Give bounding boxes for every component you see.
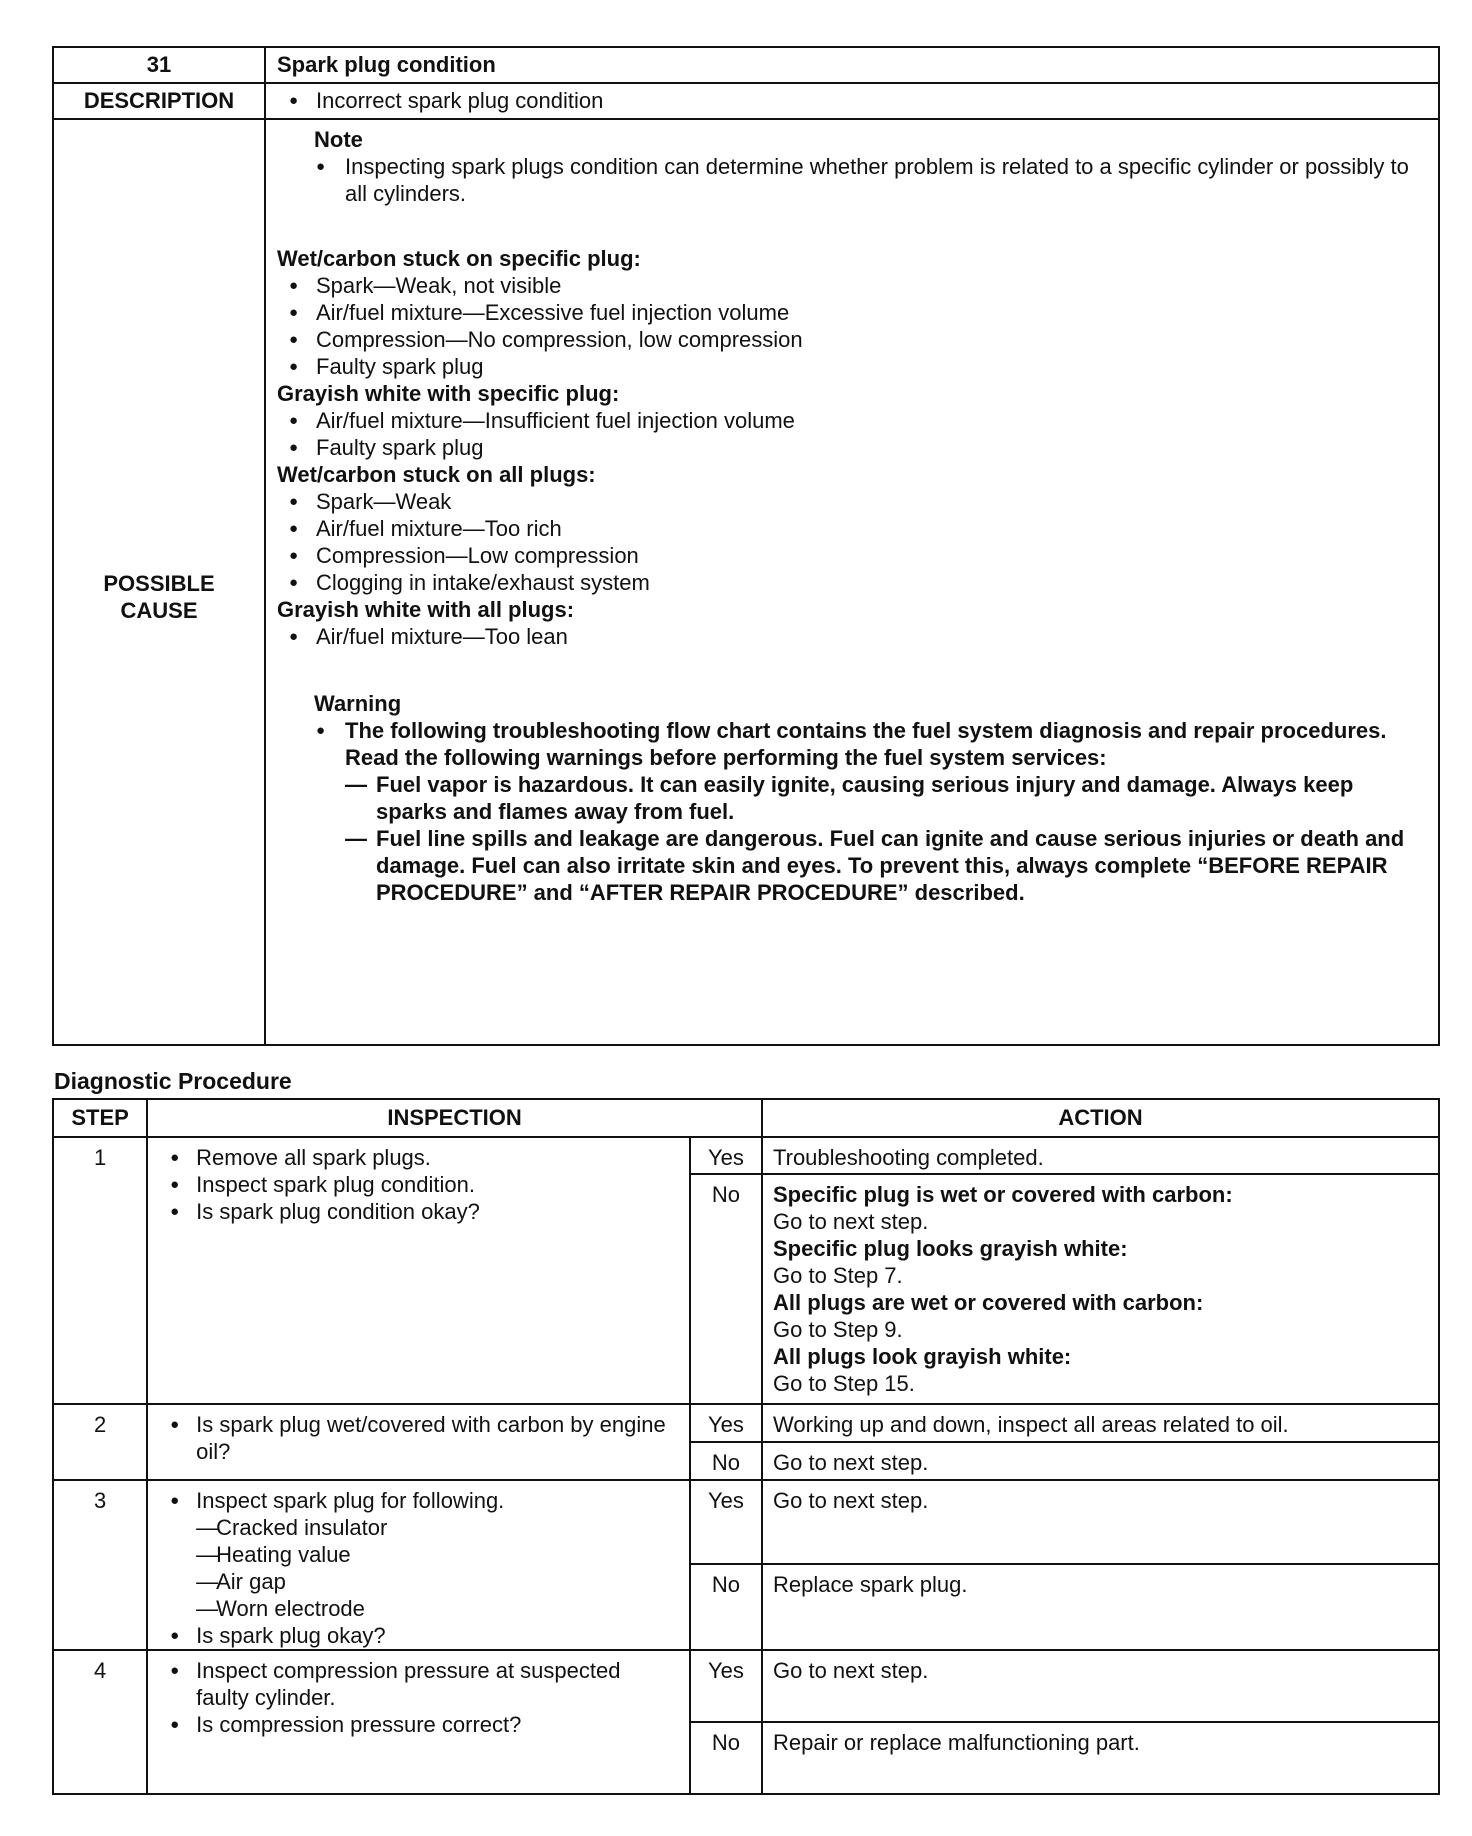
step-4-yes-row <box>53 1650 1439 1722</box>
note-text: ● Inspecting spark plugs condition can determine whether problem is related to a specific cylinder or possibly to all cylinders. <box>314 153 1416 207</box>
step-1-yes-row <box>53 1137 1439 1174</box>
cause-item: ● Compression—Low compression <box>277 542 1416 569</box>
inspection-subitem: — Cracked insulator <box>148 1514 679 1541</box>
no-action <box>762 1174 1439 1404</box>
cause-item: ● Clogging in intake/exhaust system <box>277 569 1416 596</box>
inspection-subitem: — Heating value <box>148 1541 679 1568</box>
branch-condition: Specific plug is wet or covered with carbon: <box>773 1182 1233 1207</box>
inspection-item: ● Inspect spark plug condition. <box>148 1171 679 1198</box>
cause-group <box>277 596 1416 650</box>
inspection-item: ● Remove all spark plugs. <box>148 1144 679 1171</box>
step-inspection <box>147 1137 690 1404</box>
inspection-item: ● Is compression pressure correct? <box>148 1711 679 1738</box>
warning-dash-item: — Fuel line spills and leakage are dangerous. Fuel can ignite and cause serious injuries or death and damage. Fuel can also irritate skin and eyes. To prevent this, always complete “BEFORE REPAIR PROCEDURE” and “AFTER REPAIR PROCEDURE” described. <box>345 825 1416 906</box>
cause-item: ● Spark—Weak <box>277 488 1416 515</box>
step-inspection <box>147 1404 690 1480</box>
step-inspection <box>147 1480 690 1650</box>
yes-label: Yes <box>690 1404 762 1442</box>
yes-action: Troubleshooting completed. <box>762 1137 1439 1174</box>
condition-table <box>52 46 1440 1046</box>
step-number: 1 <box>53 1137 147 1404</box>
cause-group <box>277 380 1416 461</box>
no-action: Go to next step. <box>762 1442 1439 1480</box>
note-block <box>277 126 1416 207</box>
branch-target: Go to Step 9. <box>773 1317 903 1342</box>
description-cell <box>265 83 1439 119</box>
group-heading: Wet/carbon stuck on all plugs: <box>277 462 596 487</box>
branch-condition: Specific plug looks grayish white: <box>773 1236 1128 1261</box>
yes-label: Yes <box>690 1480 762 1564</box>
note-heading: Note <box>314 127 363 152</box>
no-label: No <box>690 1174 762 1404</box>
branch-condition: All plugs are wet or covered with carbon: <box>773 1290 1204 1315</box>
step-2-yes-row <box>53 1404 1439 1442</box>
cause-item: ● Spark—Weak, not visible <box>277 272 1416 299</box>
inspection-item: ● Inspect compression pressure at suspected faulty cylinder. <box>148 1657 679 1711</box>
cause-item: ● Faulty spark plug <box>277 434 1416 461</box>
branch-condition: All plugs look grayish white: <box>773 1344 1072 1369</box>
condition-title: Spark plug condition <box>265 47 1439 83</box>
yes-label: Yes <box>690 1137 762 1174</box>
possible-cause-content <box>265 119 1439 1045</box>
no-label: No <box>690 1722 762 1794</box>
warning-dash-item: — Fuel vapor is hazardous. It can easily ignite, causing serious injury and damage. Always keep sparks and flames away from fuel. <box>345 771 1416 825</box>
no-label: No <box>690 1564 762 1650</box>
yes-action: Go to next step. <box>762 1650 1439 1722</box>
possible-cause-row <box>53 119 1439 1045</box>
step-number: 2 <box>53 1404 147 1480</box>
possible-cause-label-line1: POSSIBLE <box>103 571 215 596</box>
no-label: No <box>690 1442 762 1480</box>
description-text: ● Incorrect spark plug condition <box>277 84 1438 118</box>
cause-item: ● Air/fuel mixture—Excessive fuel injection volume <box>277 299 1416 326</box>
yes-action: Go to next step. <box>762 1480 1439 1564</box>
yes-label: Yes <box>690 1650 762 1722</box>
no-action: Replace spark plug. <box>762 1564 1439 1650</box>
cause-item: ● Compression—No compression, low compression <box>277 326 1416 353</box>
group-heading: Wet/carbon stuck on specific plug: <box>277 246 641 271</box>
title-row <box>53 47 1439 83</box>
header-row <box>53 1099 1439 1137</box>
inspection-item: ● Is spark plug wet/covered with carbon by engine oil? <box>148 1411 679 1465</box>
diagnostic-procedure-title: Diagnostic Procedure <box>54 1068 292 1094</box>
branch-target: Go to Step 7. <box>773 1263 903 1288</box>
description-row <box>53 83 1439 119</box>
warning-text: ● The following troubleshooting flow chart contains the fuel system diagnosis and repair procedures. Read the following warnings before performing the fuel system services: <box>314 717 1416 771</box>
branch-target: Go to Step 15. <box>773 1371 915 1396</box>
step-3-yes-row <box>53 1480 1439 1564</box>
step-number: 4 <box>53 1650 147 1794</box>
group-heading: Grayish white with specific plug: <box>277 381 620 406</box>
inspection-subitem: — Worn electrode <box>148 1595 679 1622</box>
warning-heading: Warning <box>314 691 402 716</box>
code-number: 31 <box>53 47 265 83</box>
inspection-item: ● Is spark plug okay? <box>148 1622 679 1649</box>
cause-group <box>277 461 1416 596</box>
header-step: STEP <box>53 1099 147 1137</box>
possible-cause-label <box>53 119 265 1045</box>
cause-item: ● Faulty spark plug <box>277 353 1416 380</box>
warning-block <box>277 690 1416 906</box>
cause-group <box>277 245 1416 380</box>
inspection-item: ● Is spark plug condition okay? <box>148 1198 679 1225</box>
cause-item: ● Air/fuel mixture—Too lean <box>277 623 1416 650</box>
inspection-subitem: — Air gap <box>148 1568 679 1595</box>
step-number: 3 <box>53 1480 147 1650</box>
cause-item: ● Air/fuel mixture—Too rich <box>277 515 1416 542</box>
header-inspection: INSPECTION <box>147 1099 762 1137</box>
inspection-item: ● Inspect spark plug for following. <box>148 1487 679 1514</box>
step-inspection <box>147 1650 690 1794</box>
possible-cause-label-line2: CAUSE <box>120 598 198 623</box>
yes-action: Working up and down, inspect all areas related to oil. <box>762 1404 1439 1442</box>
group-heading: Grayish white with all plugs: <box>277 597 575 622</box>
header-action: ACTION <box>762 1099 1439 1137</box>
diagnostic-table <box>52 1098 1440 1795</box>
branch-target: Go to next step. <box>773 1209 929 1234</box>
cause-item: ● Air/fuel mixture—Insufficient fuel injection volume <box>277 407 1416 434</box>
description-label: DESCRIPTION <box>53 83 265 119</box>
no-action: Repair or replace malfunctioning part. <box>762 1722 1439 1794</box>
